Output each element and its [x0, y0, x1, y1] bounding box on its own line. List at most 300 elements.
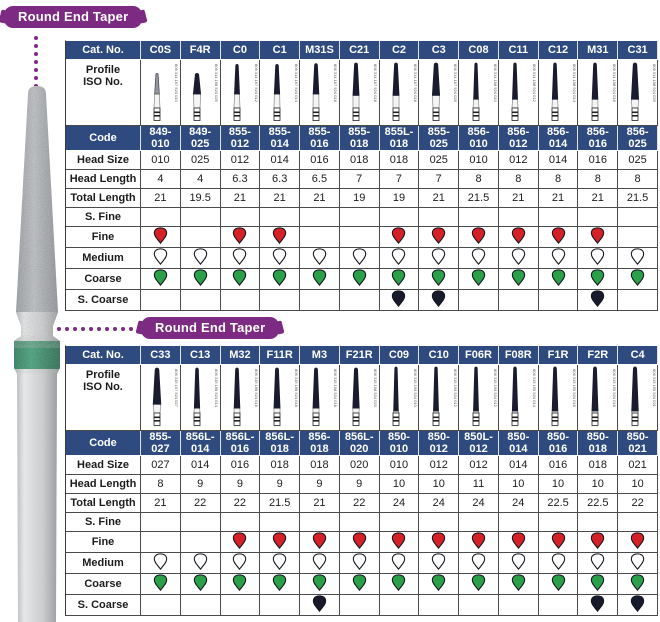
grit-cell — [380, 227, 420, 248]
grit-label: Medium — [66, 248, 141, 269]
cat-no-cell: F21R — [340, 346, 380, 365]
grit-cell — [300, 532, 340, 553]
head_length-cell: 10 — [419, 475, 459, 494]
head_length-cell: 9 — [260, 475, 300, 494]
grit-cell — [260, 553, 300, 574]
head_length-cell: 6.3 — [221, 170, 261, 189]
grit-cell — [181, 513, 221, 532]
grit-cell — [181, 290, 221, 311]
head_length-row — [66, 170, 658, 189]
grit-row — [66, 513, 658, 532]
cat-no-cell: C21 — [340, 41, 380, 60]
grit-drop-icon-green — [590, 574, 605, 591]
grit-cell — [380, 553, 420, 574]
grit-drop-icon-red — [551, 227, 566, 244]
total_length-cell: 19 — [340, 189, 380, 208]
grit-drop-icon-white — [153, 553, 168, 570]
grit-cell — [419, 553, 459, 574]
grit-row — [66, 269, 658, 290]
head_length-cell: 8 — [459, 170, 499, 189]
bur-profile-icon — [619, 365, 657, 427]
code-cell: 856-014 — [539, 126, 579, 151]
bur-profile-icon — [539, 60, 577, 122]
cat-no-cell: F4R — [181, 41, 221, 60]
profile-cell — [300, 365, 340, 431]
grit-cell — [578, 248, 618, 269]
grit-cell — [340, 208, 380, 227]
total_length-cell: 21 — [141, 189, 181, 208]
iso-number-vertical: 806 315 197 524 027 — [174, 369, 180, 407]
grit-cell — [181, 248, 221, 269]
code-cell: 850-016 — [539, 431, 579, 456]
grit-drop-icon-white — [352, 248, 367, 265]
bur-profile-icon — [181, 365, 219, 427]
grit-cell — [618, 290, 658, 311]
head_size-cell: 018 — [578, 456, 618, 475]
grit-cell — [260, 513, 300, 532]
grit-drop-icon-white — [272, 248, 287, 265]
code-cell: 856-012 — [499, 126, 539, 151]
grit-drop-icon-red — [630, 532, 645, 549]
grit-cell — [618, 574, 658, 595]
head_size-cell: 025 — [181, 151, 221, 170]
purple-dot — [89, 327, 93, 331]
total_length-cell: 21.5 — [260, 494, 300, 513]
profile-cell — [539, 365, 579, 431]
profile-cell — [499, 60, 539, 126]
iso-number-vertical: 806 314 197 524 018 — [373, 64, 379, 102]
cat-no-cell: C12 — [539, 41, 579, 60]
grit-drop-icon-white — [590, 248, 605, 265]
code-cell: 850-021 — [618, 431, 658, 456]
grit-drop-icon-green — [431, 574, 446, 591]
bur-profile-icon — [340, 365, 378, 427]
grit-cell — [499, 553, 539, 574]
grit-drop-icon-red — [391, 227, 406, 244]
grit-row — [66, 227, 658, 248]
grit-drop-icon-white — [471, 248, 486, 265]
grit-cell — [221, 513, 261, 532]
grit-drop-icon-green — [153, 269, 168, 286]
iso-number-vertical: 806 315 198 524 016 — [253, 369, 259, 407]
grit-cell — [340, 513, 380, 532]
grit-label: Medium — [66, 553, 141, 574]
grit-cell — [499, 532, 539, 553]
code-cell: 849-010 — [141, 126, 181, 151]
profile-cell — [578, 60, 618, 126]
grit-cell — [578, 208, 618, 227]
grit-cell — [419, 290, 459, 311]
code-cell: 850-014 — [499, 431, 539, 456]
bur-profile-icon — [499, 60, 537, 122]
profile-cell — [181, 60, 221, 126]
bur-profile-icon — [460, 365, 498, 427]
grit-drop-icon-green — [471, 269, 486, 286]
cat-no-cell: C11 — [499, 41, 539, 60]
grit-drop-icon-black — [391, 290, 406, 307]
profile-row — [66, 365, 658, 431]
grit-label: S. Fine — [66, 513, 141, 532]
head_size-label: Head Size — [66, 456, 141, 475]
grit-drop-icon-green — [630, 574, 645, 591]
head_size-cell: 018 — [260, 456, 300, 475]
grit-cell — [539, 227, 579, 248]
head_length-cell: 10 — [539, 475, 579, 494]
grit-cell — [221, 574, 261, 595]
grit-cell — [141, 553, 181, 574]
iso-number-vertical: 806 315 199 524 012 — [452, 369, 458, 407]
bur-profile-icon — [340, 60, 378, 122]
head_length-row — [66, 475, 658, 494]
total_length-cell: 21 — [300, 494, 340, 513]
grit-cell — [578, 532, 618, 553]
code-cell: 856L-020 — [340, 431, 380, 456]
total_length-cell: 22 — [340, 494, 380, 513]
bur-profile-icon — [141, 365, 179, 427]
total_length-cell: 19.5 — [181, 189, 221, 208]
grit-drop-icon-white — [153, 248, 168, 265]
head_size-cell: 018 — [340, 151, 380, 170]
grit-cell — [340, 553, 380, 574]
bur-profile-icon — [579, 60, 617, 122]
grit-drop-icon-green — [551, 574, 566, 591]
total_length-cell: 21 — [539, 189, 579, 208]
total_length-cell: 21 — [221, 189, 261, 208]
head_size-cell: 010 — [380, 456, 420, 475]
grit-drop-icon-red — [431, 227, 446, 244]
purple-dot — [97, 327, 101, 331]
purple-dot — [129, 327, 133, 331]
code-cell: 855-027 — [141, 431, 181, 456]
grit-cell — [459, 595, 499, 616]
grit-drop-icon-white — [193, 248, 208, 265]
head_size-cell: 016 — [300, 151, 340, 170]
grit-label: S. Fine — [66, 208, 141, 227]
grit-cell — [419, 595, 459, 616]
code-cell: 856-025 — [618, 126, 658, 151]
grit-drop-icon-red — [272, 227, 287, 244]
head_size-cell: 018 — [380, 151, 420, 170]
iso-number-vertical: 806 314 198 524 016 — [611, 64, 617, 102]
grit-cell — [221, 269, 261, 290]
profile-cell — [539, 60, 579, 126]
cat-no-cell: F06R — [459, 346, 499, 365]
purple-dot — [34, 52, 38, 56]
purple-dot — [34, 60, 38, 64]
grit-drop-icon-white — [232, 553, 247, 570]
grit-drop-icon-red — [471, 532, 486, 549]
head_size-cell: 010 — [141, 151, 181, 170]
grit-cell — [141, 513, 181, 532]
head_length-cell: 7 — [340, 170, 380, 189]
grit-drop-icon-green — [471, 574, 486, 591]
grit-cell — [539, 248, 579, 269]
profile-cell — [618, 365, 658, 431]
grit-cell — [300, 513, 340, 532]
grit-cell — [141, 532, 181, 553]
profile-cell — [340, 60, 380, 126]
total_length-cell: 24 — [419, 494, 459, 513]
head_length-cell: 9 — [221, 475, 261, 494]
bur-profile-icon — [261, 365, 299, 427]
grit-drop-icon-white — [272, 553, 287, 570]
cat-no-row — [66, 41, 658, 60]
grit-cell — [539, 269, 579, 290]
bur-profile-icon — [460, 60, 498, 122]
grit-cell — [300, 553, 340, 574]
head_size-cell: 012 — [221, 151, 261, 170]
grit-cell — [340, 574, 380, 595]
grit-row — [66, 290, 658, 311]
grit-drop-icon-green — [590, 269, 605, 286]
grit-cell — [618, 513, 658, 532]
bur-profile-icon — [300, 365, 338, 427]
iso-number-vertical: 806 314 198 524 025 — [651, 64, 657, 102]
grit-drop-icon-green — [352, 574, 367, 591]
head_length-cell: 10 — [499, 475, 539, 494]
grit-label: S. Coarse — [66, 290, 141, 311]
cat-no-cell: C4 — [618, 346, 658, 365]
grit-drop-icon-white — [232, 248, 247, 265]
grit-cell — [539, 290, 579, 311]
grit-cell — [459, 208, 499, 227]
head_size-cell: 018 — [300, 456, 340, 475]
cat-no-cell: F08R — [499, 346, 539, 365]
head_size-cell: 014 — [499, 456, 539, 475]
bur-profile-icon — [420, 60, 458, 122]
grit-cell — [618, 269, 658, 290]
grit-cell — [260, 532, 300, 553]
purple-dot — [73, 327, 77, 331]
profile-cell — [340, 365, 380, 431]
head_length-cell: 8 — [539, 170, 579, 189]
code-cell: 850-012 — [419, 431, 459, 456]
grit-cell — [419, 574, 459, 595]
grit-cell — [260, 595, 300, 616]
bur-profile-icon — [380, 365, 418, 427]
grit-cell — [618, 595, 658, 616]
dotted-line-vertical — [34, 36, 38, 88]
grit-cell — [380, 513, 420, 532]
grit-cell — [300, 248, 340, 269]
head_length-cell: 6.5 — [300, 170, 340, 189]
grit-drop-icon-white — [391, 248, 406, 265]
ribbon-title-top-label: Round End Taper — [18, 9, 129, 24]
grit-label: S. Coarse — [66, 595, 141, 616]
code-cell: 855-018 — [340, 126, 380, 151]
iso-number-vertical: 806 315 198 524 020 — [373, 369, 379, 407]
total_length-cell: 21 — [260, 189, 300, 208]
grit-drop-icon-green — [232, 269, 247, 286]
grit-drop-icon-black — [431, 290, 446, 307]
grit-drop-icon-red — [352, 532, 367, 549]
iso-number-vertical: 806 314 197 524 014 — [293, 64, 299, 102]
grit-drop-icon-black — [312, 595, 327, 612]
total_length-cell: 24 — [380, 494, 420, 513]
profile-label: Profile ISO No. — [66, 60, 141, 126]
grit-drop-icon-red — [391, 532, 406, 549]
grit-cell — [499, 248, 539, 269]
code-cell: 855-016 — [300, 126, 340, 151]
head_size-row — [66, 151, 658, 170]
head_size-cell: 010 — [459, 151, 499, 170]
grit-cell — [618, 553, 658, 574]
grit-drop-icon-white — [511, 248, 526, 265]
purple-dot — [121, 327, 125, 331]
grit-row — [66, 208, 658, 227]
grit-cell — [340, 248, 380, 269]
iso-number-vertical: 806 315 199 524 014 — [532, 369, 538, 407]
grit-drop-icon-red — [511, 227, 526, 244]
grit-cell — [499, 269, 539, 290]
purple-dot — [34, 68, 38, 72]
grit-cell — [340, 595, 380, 616]
grit-cell — [578, 595, 618, 616]
grit-cell — [459, 532, 499, 553]
bur-profile-icon — [141, 60, 179, 122]
grit-cell — [459, 290, 499, 311]
grit-cell — [221, 532, 261, 553]
grit-label: Coarse — [66, 269, 141, 290]
profile-cell — [260, 60, 300, 126]
cat-no-cell: M31S — [300, 41, 340, 60]
grit-drop-icon-white — [391, 553, 406, 570]
grit-row — [66, 595, 658, 616]
bur-profile-icon — [499, 365, 537, 427]
total_length-cell: 21 — [578, 189, 618, 208]
grit-cell — [260, 248, 300, 269]
total_length-cell: 21 — [419, 189, 459, 208]
cat-no-cell: M3 — [300, 346, 340, 365]
head_length-cell: 8 — [618, 170, 658, 189]
code-cell: 855-025 — [419, 126, 459, 151]
head_length-cell: 7 — [419, 170, 459, 189]
profile-cell — [499, 365, 539, 431]
grit-cell — [419, 227, 459, 248]
grit-drop-icon-white — [590, 553, 605, 570]
grit-drop-icon-white — [551, 248, 566, 265]
grit-cell — [499, 290, 539, 311]
cat-no-cell: F2R — [578, 346, 618, 365]
grit-drop-icon-green — [352, 269, 367, 286]
head_size-row — [66, 456, 658, 475]
grit-drop-icon-green — [391, 269, 406, 286]
grit-cell — [221, 553, 261, 574]
code-cell: 856L-014 — [181, 431, 221, 456]
grit-row — [66, 532, 658, 553]
grit-cell — [260, 290, 300, 311]
head_length-cell: 6.3 — [260, 170, 300, 189]
grit-cell — [340, 227, 380, 248]
purple-dot — [34, 36, 38, 40]
grit-row — [66, 574, 658, 595]
grit-cell — [459, 513, 499, 532]
grit-cell — [578, 574, 618, 595]
grit-drop-icon-green — [272, 269, 287, 286]
grit-drop-icon-white — [630, 248, 645, 265]
cat-no-cell: M31 — [578, 41, 618, 60]
grit-cell — [221, 290, 261, 311]
profile-cell — [578, 365, 618, 431]
cat-no-cell: F1R — [539, 346, 579, 365]
total_length-row — [66, 189, 658, 208]
grit-cell — [578, 290, 618, 311]
grit-drop-icon-green — [312, 574, 327, 591]
grit-cell — [181, 574, 221, 595]
profile-cell — [459, 60, 499, 126]
profile-cell — [419, 365, 459, 431]
head_length-cell: 9 — [181, 475, 221, 494]
bur-profile-icon — [261, 60, 299, 122]
head_size-cell: 021 — [618, 456, 658, 475]
grit-cell — [539, 208, 579, 227]
profile-label: Profile ISO No. — [66, 365, 141, 431]
iso-number-vertical: 806 314 198 524 010 — [492, 64, 498, 102]
bur-profile-icon — [380, 60, 418, 122]
profile-cell — [260, 365, 300, 431]
cat-no-cell: C1 — [260, 41, 300, 60]
grit-drop-icon-green — [551, 269, 566, 286]
grit-cell — [618, 248, 658, 269]
grit-cell — [340, 532, 380, 553]
cat-no-cell: C0S — [141, 41, 181, 60]
head_size-cell: 025 — [419, 151, 459, 170]
grit-row — [66, 248, 658, 269]
grit-cell — [380, 532, 420, 553]
profile-cell — [618, 60, 658, 126]
grit-cell — [618, 532, 658, 553]
code-cell: 850-010 — [380, 431, 420, 456]
grit-cell — [340, 290, 380, 311]
grit-cell — [300, 227, 340, 248]
grit-cell — [141, 574, 181, 595]
grit-drop-icon-white — [312, 553, 327, 570]
grit-cell — [380, 248, 420, 269]
head_length-cell: 9 — [340, 475, 380, 494]
grit-cell — [539, 513, 579, 532]
grit-cell — [300, 269, 340, 290]
grit-cell — [141, 248, 181, 269]
total_length-cell: 21 — [141, 494, 181, 513]
grit-drop-icon-white — [431, 553, 446, 570]
grit-cell — [300, 290, 340, 311]
bur-profile-icon — [619, 60, 657, 122]
head_size-cell: 014 — [539, 151, 579, 170]
head_size-cell: 025 — [618, 151, 658, 170]
iso-number-vertical: 806 314 197 524 025 — [452, 64, 458, 102]
head_size-cell: 012 — [459, 456, 499, 475]
spec-table-wrapper-bottom — [65, 345, 658, 616]
grit-cell — [539, 532, 579, 553]
head_size-cell: 027 — [141, 456, 181, 475]
grit-drop-icon-red — [511, 532, 526, 549]
grit-drop-icon-white — [431, 248, 446, 265]
grit-drop-icon-white — [630, 553, 645, 570]
grit-drop-icon-white — [511, 553, 526, 570]
grit-cell — [618, 208, 658, 227]
total_length-cell: 24 — [459, 494, 499, 513]
cat-no-cell: F11R — [260, 346, 300, 365]
cat-no-cell: C31 — [618, 41, 658, 60]
iso-number-vertical: 806 315 198 524 014 — [214, 369, 220, 407]
profile-cell — [141, 365, 181, 431]
grit-cell — [181, 208, 221, 227]
iso-number-vertical: 806 314 198 524 025 — [214, 64, 220, 102]
total_length-cell: 24 — [499, 494, 539, 513]
grit-cell — [419, 248, 459, 269]
profile-row — [66, 60, 658, 126]
bur-profile-icon — [579, 365, 617, 427]
